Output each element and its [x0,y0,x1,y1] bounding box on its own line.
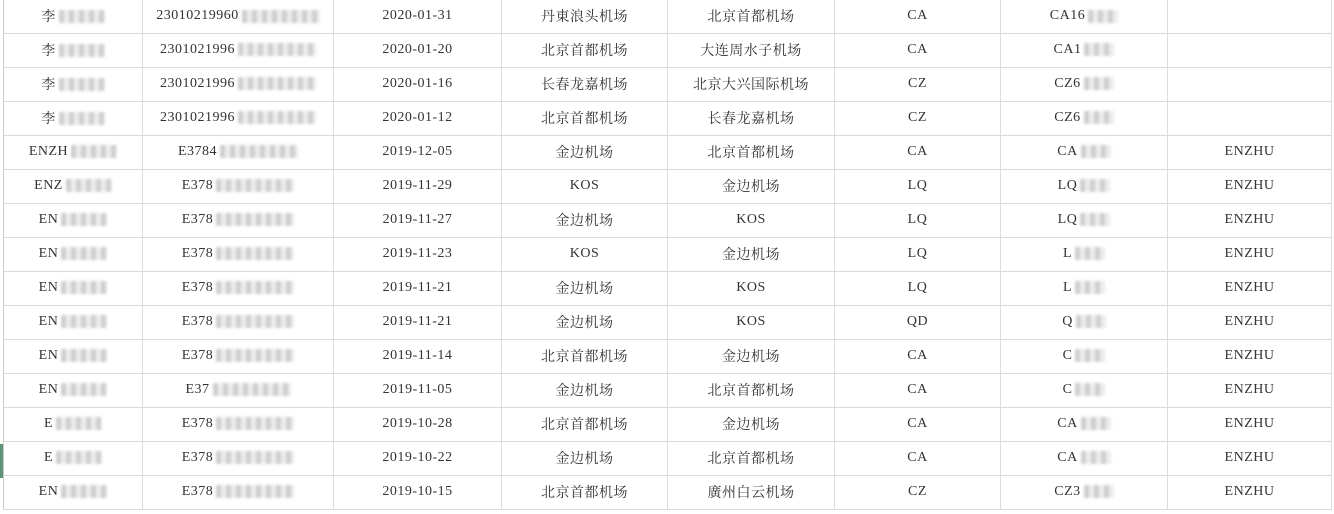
arrival-airport-text: 北京大兴国际机场 [693,78,809,93]
passenger-name-text: EN [38,347,59,363]
redaction-blur [216,247,294,260]
cell-passenger-name[interactable] [4,169,143,203]
flight-date-text: 2020-01-31 [382,8,453,24]
table-row [4,475,1332,509]
cell-arrival-airport[interactable] [668,407,835,441]
airline-code-text: LQ [907,245,928,261]
departure-airport-text: 金边机场 [555,316,614,331]
table-row [4,33,1332,67]
airline-code-text: CA [907,449,928,465]
redaction-blur [1084,43,1114,56]
passenger-note-text: ENZHU [1224,483,1275,499]
cell-arrival-airport[interactable] [668,475,835,509]
arrival-airport-text: KOS [736,211,766,227]
cell-id-number[interactable] [143,339,334,373]
flight-date-text: 2019-11-21 [382,279,453,295]
passenger-note-text: ENZHU [1224,211,1275,227]
airline-code-text: CA [907,381,928,397]
redaction-blur [216,179,294,192]
id-number-text: E37 [185,381,210,397]
cell-passenger-name[interactable] [4,339,143,373]
cell-arrival-airport[interactable] [668,271,835,305]
cell-arrival-airport[interactable] [668,33,835,67]
passenger-name-text: EN [38,211,59,227]
passenger-name-text: 李 [41,10,56,26]
table-row [4,203,1332,237]
cell-arrival-airport[interactable] [668,67,835,101]
id-number-text: 2301021996 [160,41,235,57]
redaction-blur [216,485,294,498]
cell-flight-number[interactable] [1001,135,1168,169]
cell-passenger-note[interactable] [1168,237,1332,271]
departure-airport-text: 丹東浪头机场 [541,10,628,26]
cell-departure-airport[interactable] [502,33,668,67]
cell-id-number[interactable] [143,407,334,441]
cell-flight-date[interactable] [334,339,502,373]
cell-arrival-airport[interactable] [668,135,835,169]
id-number-text: E378 [181,415,214,431]
departure-airport-text: KOS [569,177,600,193]
cell-flight-date[interactable] [334,271,502,305]
departure-airport-text: 北京首都机场 [541,112,628,127]
cell-departure-airport[interactable] [502,169,668,203]
airline-code-text: CA [907,347,928,363]
table-row [4,135,1332,169]
flight-number-text: CA [1057,143,1078,159]
flight-number-text: CA [1057,449,1078,465]
flight-date-text: 2019-10-28 [382,415,453,431]
redaction-blur [66,179,112,192]
redaction-blur [1075,247,1105,260]
cell-passenger-name[interactable] [4,407,143,441]
cell-departure-airport[interactable] [502,271,668,305]
redaction-blur [1084,485,1114,498]
redaction-blur [1076,315,1106,328]
redaction-blur [238,111,316,124]
departure-airport-text: 金边机场 [555,146,614,161]
passenger-name-text: EN [38,313,59,329]
table-row [4,441,1332,475]
departure-airport-text: 金边机场 [555,452,614,467]
arrival-airport-text: 金边机场 [722,350,780,365]
airline-code-text: CA [907,415,928,431]
cell-flight-number[interactable] [1001,0,1168,33]
redaction-blur [216,281,294,294]
redaction-blur [56,451,102,464]
cell-passenger-name[interactable] [4,237,143,271]
redaction-blur [59,112,105,125]
cell-passenger-name[interactable] [4,101,143,135]
cell-airline-code[interactable] [835,0,1001,33]
redaction-blur [59,78,105,91]
cell-id-number[interactable] [143,169,334,203]
id-number-text: E378 [181,211,214,227]
cell-departure-airport[interactable] [502,135,668,169]
departure-airport-text: 北京首都机场 [541,44,628,59]
redaction-blur [242,10,320,23]
cell-passenger-note[interactable] [1168,101,1332,135]
cell-flight-date[interactable] [334,33,502,67]
cell-flight-date[interactable] [334,373,502,407]
airline-code-text: CZ [908,483,927,499]
passenger-name-text: ENZ [34,177,63,193]
id-number-text: E378 [181,177,214,193]
airline-code-text: LQ [907,177,928,193]
passenger-note-text: ENZHU [1224,415,1275,431]
cell-passenger-name[interactable] [4,271,143,305]
table-row [4,169,1332,203]
passenger-name-text: EN [38,245,59,261]
cell-id-number[interactable] [143,67,334,101]
passenger-note-text: ENZHU [1224,313,1275,329]
arrival-airport-text: 金边机场 [722,180,780,195]
redaction-blur [1080,213,1110,226]
id-number-text: 23010219960 [156,8,239,24]
redaction-blur [61,213,107,226]
id-number-text: E378 [181,449,214,465]
cell-departure-airport[interactable] [502,441,668,475]
cell-flight-date[interactable] [334,67,502,101]
redaction-blur [1088,10,1118,23]
cell-flight-date[interactable] [334,169,502,203]
cell-airline-code[interactable] [835,305,1001,339]
departure-airport-text: 金边机场 [555,384,614,399]
flight-number-text: LQ [1057,177,1078,193]
airline-code-text: CA [907,41,928,57]
flight-date-text: 2019-10-22 [382,449,453,465]
departure-airport-text: 北京首都机场 [541,418,628,433]
redaction-blur [216,417,294,430]
cell-airline-code[interactable] [835,67,1001,101]
cell-departure-airport[interactable] [502,101,668,135]
passenger-name-text: E [43,415,54,431]
cell-passenger-name[interactable] [4,373,143,407]
cell-passenger-name[interactable] [4,305,143,339]
passenger-note-text: ENZHU [1224,347,1275,363]
cell-passenger-note[interactable] [1168,305,1332,339]
passenger-name-text: 李 [41,44,56,59]
cell-airline-code[interactable] [835,169,1001,203]
cell-flight-number[interactable] [1001,67,1168,101]
redaction-blur [216,315,294,328]
cell-flight-date[interactable] [334,441,502,475]
flight-date-text: 2020-01-12 [382,109,453,125]
cell-departure-airport[interactable] [502,305,668,339]
passenger-name-text: EN [38,381,59,397]
cell-passenger-note[interactable] [1168,373,1332,407]
cell-flight-date[interactable] [334,0,502,33]
departure-airport-text: KOS [569,245,600,261]
cell-passenger-note[interactable] [1168,271,1332,305]
id-number-text: E378 [181,483,214,499]
flight-date-text: 2019-11-27 [382,211,453,227]
arrival-airport-text: 廣州白云机场 [707,486,795,501]
redaction-blur [61,281,107,294]
cell-flight-date[interactable] [334,237,502,271]
cell-arrival-airport[interactable] [668,305,835,339]
cell-flight-number[interactable] [1001,271,1168,305]
departure-airport-text: 北京首都机场 [541,486,628,501]
passenger-name-text: 李 [41,78,56,93]
redaction-blur [213,383,291,396]
cell-passenger-name[interactable] [4,0,143,33]
departure-airport-text: 金边机场 [555,214,614,229]
cell-arrival-airport[interactable] [668,237,835,271]
flight-number-text: C [1062,381,1073,397]
redaction-blur [71,145,117,158]
cell-airline-code[interactable] [835,441,1001,475]
cell-flight-number[interactable] [1001,373,1168,407]
flight-number-text: L [1062,245,1073,261]
cell-id-number[interactable] [143,237,334,271]
cell-departure-airport[interactable] [502,475,668,509]
redaction-blur [220,145,298,158]
id-number-text: 2301021996 [160,109,235,125]
redaction-blur [1075,349,1105,362]
cell-airline-code[interactable] [835,475,1001,509]
cell-flight-number[interactable] [1001,101,1168,135]
arrival-airport-text: 金边机场 [722,418,780,433]
passenger-note-text: ENZHU [1224,143,1275,159]
flight-date-text: 2020-01-20 [382,41,453,57]
flight-date-text: 2020-01-16 [382,75,453,91]
table-row [4,0,1332,33]
cell-flight-date[interactable] [334,203,502,237]
cell-passenger-note[interactable] [1168,169,1332,203]
cell-id-number[interactable] [143,101,334,135]
passenger-note-text: ENZHU [1224,279,1275,295]
arrival-airport-text: 北京首都机场 [707,384,795,399]
flight-date-text: 2019-11-23 [382,245,453,261]
redaction-blur [59,10,105,23]
flight-number-text: CA [1057,415,1078,431]
passenger-note-text: ENZHU [1224,381,1275,397]
cell-airline-code[interactable] [835,271,1001,305]
redaction-blur [1084,111,1114,124]
cell-airline-code[interactable] [835,203,1001,237]
cell-arrival-airport[interactable] [668,101,835,135]
cell-airline-code[interactable] [835,339,1001,373]
flight-number-text: CA1 [1053,41,1082,57]
cell-arrival-airport[interactable] [668,169,835,203]
cell-airline-code[interactable] [835,101,1001,135]
cell-flight-number[interactable] [1001,339,1168,373]
id-number-text: E378 [181,245,214,261]
cell-flight-date[interactable] [334,135,502,169]
arrival-airport-text: 金边机场 [722,248,780,263]
passenger-note-text: ENZHU [1224,245,1275,261]
cell-passenger-note[interactable] [1168,67,1332,101]
cell-flight-date[interactable] [334,407,502,441]
cell-flight-number[interactable] [1001,203,1168,237]
redaction-blur [1075,383,1105,396]
redaction-blur [61,247,107,260]
cell-passenger-note[interactable] [1168,339,1332,373]
arrival-airport-text: 大连周水子机场 [700,44,802,59]
flight-date-text: 2019-11-21 [382,313,453,329]
flight-date-text: 2019-11-05 [382,381,453,397]
redaction-blur [61,383,107,396]
redaction-blur [1075,281,1105,294]
flight-number-text: CA16 [1049,8,1086,24]
departure-airport-text: 长春龙嘉机场 [541,78,628,93]
cell-passenger-name[interactable] [4,475,143,509]
flight-number-text: CZ6 [1054,75,1081,91]
cell-id-number[interactable] [143,441,334,475]
arrival-airport-text: 北京首都机场 [707,452,795,467]
redaction-blur [1081,417,1111,430]
cell-id-number[interactable] [143,0,334,33]
departure-airport-text: 金边机场 [555,282,614,297]
flight-number-text: LQ [1057,211,1078,227]
flight-table [3,0,1332,510]
cell-flight-date[interactable] [334,305,502,339]
cell-passenger-note[interactable] [1168,203,1332,237]
cell-departure-airport[interactable] [502,203,668,237]
cell-flight-date[interactable] [334,475,502,509]
redaction-blur [216,451,294,464]
id-number-text: E378 [181,347,214,363]
cell-id-number[interactable] [143,33,334,67]
arrival-airport-text: KOS [736,313,766,329]
cell-passenger-name[interactable] [4,203,143,237]
redaction-blur [59,44,105,57]
cell-flight-number[interactable] [1001,407,1168,441]
row-selection-indicator [0,444,3,478]
passenger-name-text: EN [38,279,59,295]
id-number-text: E3784 [177,143,218,159]
table-row [4,271,1332,305]
passenger-name-text: ENZH [28,143,69,159]
id-number-text: E378 [181,313,214,329]
redaction-blur [1080,179,1110,192]
id-number-text: E378 [181,279,214,295]
arrival-airport-text: 北京首都机场 [707,146,795,161]
cell-passenger-name[interactable] [4,67,143,101]
cell-departure-airport[interactable] [502,373,668,407]
flight-date-text: 2019-11-29 [382,177,453,193]
redaction-blur [238,43,316,56]
flight-date-text: 2019-12-05 [382,143,453,159]
cell-flight-number[interactable] [1001,33,1168,67]
flight-number-text: C [1062,347,1073,363]
redaction-blur [61,349,107,362]
airline-code-text: CA [907,143,928,159]
cell-passenger-name[interactable] [4,441,143,475]
redaction-blur [238,77,316,90]
cell-id-number[interactable] [143,203,334,237]
flight-number-text: Q [1062,313,1073,329]
flight-number-text: CZ3 [1054,483,1081,499]
cell-passenger-note[interactable] [1168,475,1332,509]
cell-arrival-airport[interactable] [668,0,835,33]
redaction-blur [216,213,294,226]
departure-airport-text: 北京首都机场 [541,350,628,365]
cell-arrival-airport[interactable] [668,441,835,475]
airline-code-text: CZ [908,109,927,125]
airline-code-text: CA [907,8,928,24]
redaction-blur [56,417,102,430]
flight-number-text: L [1062,279,1073,295]
cell-arrival-airport[interactable] [668,203,835,237]
cell-passenger-note[interactable] [1168,441,1332,475]
cell-passenger-note[interactable] [1168,407,1332,441]
table-row [4,237,1332,271]
arrival-airport-text: 长春龙嘉机场 [707,112,795,127]
cell-arrival-airport[interactable] [668,373,835,407]
cell-flight-number[interactable] [1001,169,1168,203]
flight-date-text: 2019-11-14 [382,347,453,363]
arrival-airport-text: 北京首都机场 [707,10,795,26]
table-row [4,305,1332,339]
passenger-note-text: ENZHU [1224,449,1275,465]
table-row [4,339,1332,373]
airline-code-text: LQ [907,211,928,227]
id-number-text: 2301021996 [160,75,235,91]
flight-table-body [4,0,1332,509]
passenger-name-text: EN [38,483,59,499]
redaction-blur [216,349,294,362]
passenger-note-text: ENZHU [1224,177,1275,193]
airline-code-text: QD [906,313,929,329]
cell-departure-airport[interactable] [502,67,668,101]
cell-flight-number[interactable] [1001,305,1168,339]
flight-number-text: CZ6 [1054,109,1081,125]
cell-airline-code[interactable] [835,33,1001,67]
redaction-blur [61,485,107,498]
cell-id-number[interactable] [143,373,334,407]
cell-airline-code[interactable] [835,237,1001,271]
redaction-blur [1084,77,1114,90]
cell-flight-number[interactable] [1001,441,1168,475]
table-row [4,407,1332,441]
redaction-blur [1081,145,1111,158]
cell-id-number[interactable] [143,135,334,169]
cell-id-number[interactable] [143,305,334,339]
cell-departure-airport[interactable] [502,407,668,441]
cell-passenger-name[interactable] [4,33,143,67]
cell-passenger-note[interactable] [1168,0,1332,33]
cell-departure-airport[interactable] [502,0,668,33]
table-row [4,373,1332,407]
cell-passenger-name[interactable] [4,135,143,169]
cell-departure-airport[interactable] [502,237,668,271]
cell-flight-number[interactable] [1001,475,1168,509]
passenger-name-text: E [43,449,54,465]
airline-code-text: CZ [908,75,927,91]
cell-airline-code[interactable] [835,373,1001,407]
cell-flight-number[interactable] [1001,237,1168,271]
cell-passenger-note[interactable] [1168,135,1332,169]
cell-airline-code[interactable] [835,135,1001,169]
table-row [4,67,1332,101]
flight-date-text: 2019-10-15 [382,483,453,499]
cell-departure-airport[interactable] [502,339,668,373]
passenger-name-text: 李 [41,112,56,127]
cell-id-number[interactable] [143,475,334,509]
cell-id-number[interactable] [143,271,334,305]
cell-flight-date[interactable] [334,101,502,135]
table-row [4,101,1332,135]
cell-arrival-airport[interactable] [668,339,835,373]
airline-code-text: LQ [907,279,928,295]
redaction-blur [61,315,107,328]
cell-airline-code[interactable] [835,407,1001,441]
redaction-blur [1081,451,1111,464]
arrival-airport-text: KOS [736,279,766,295]
cell-passenger-note[interactable] [1168,33,1332,67]
